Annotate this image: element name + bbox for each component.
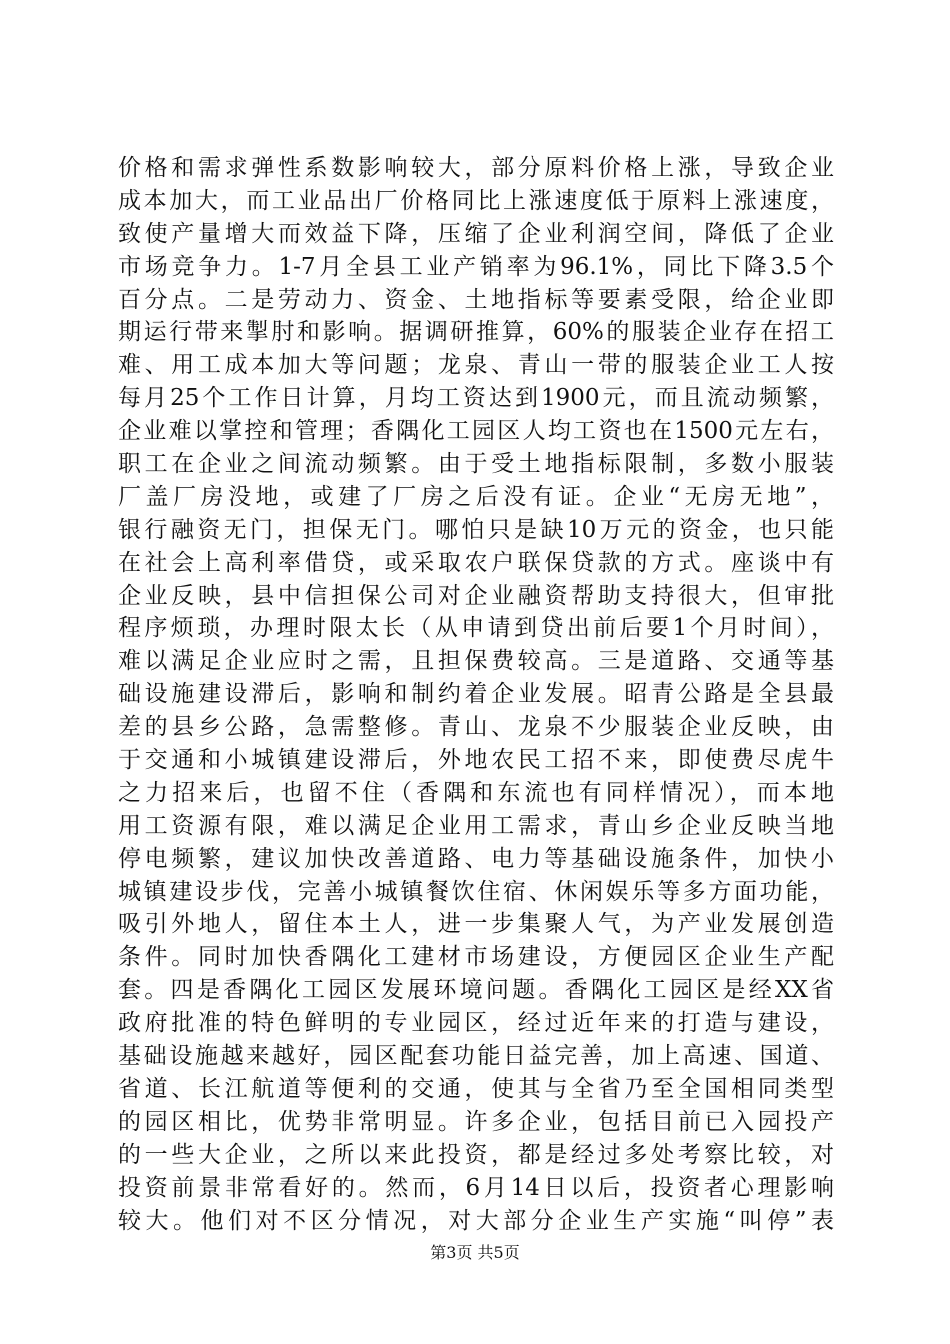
text-line: 之力招来后，也留不住（香隅和东流也有同样情况），而本地 <box>118 779 834 806</box>
text-line: 停电频繁，建议加快改善道路、电力等基础设施条件，加快小 <box>118 845 834 872</box>
text-line: 吸引外地人，留住本土人，进一步集聚人气，为产业发展创造 <box>118 911 834 938</box>
text-line: 市场竞争力。1-7月全县工业产销率为96.1%，同比下降3.5个 <box>118 253 834 280</box>
text-line: 职工在企业之间流动频繁。由于受土地指标限制，多数小服装 <box>118 451 834 478</box>
text-line: 较大。他们对不区分情况，对大部分企业生产实施“叫停”表 <box>118 1207 834 1234</box>
text-line: 基础设施越来越好，园区配套功能日益完善，加上高速、国道、 <box>118 1043 834 1070</box>
body-text <box>118 152 834 1237</box>
text-line: 难、用工成本加大等问题；龙泉、青山一带的服装企业工人按 <box>118 352 834 379</box>
text-line: 每月25个工作日计算，月均工资达到1900元，而且流动频繁， <box>118 385 834 412</box>
text-line: 在社会上高利率借贷，或采取农户联保贷款的方式。座谈中有 <box>118 549 834 576</box>
text-line: 的一些大企业，之所以来此投资，都是经过多处考察比较，对 <box>118 1141 834 1168</box>
text-line: 难以满足企业应时之需，且担保费较高。三是道路、交通等基 <box>118 648 834 675</box>
text-line: 银行融资无门，担保无门。哪怕只是缺10万元的资金，也只能 <box>118 516 834 543</box>
text-line: 致使产量增大而效益下降，压缩了企业利润空间，降低了企业 <box>118 220 834 247</box>
text-line: 期运行带来掣肘和影响。据调研推算，60%的服装企业存在招工 <box>118 319 834 346</box>
page-footer: 第3页 共5页 <box>430 1243 520 1262</box>
text-line: 价格和需求弹性系数影响较大，部分原料价格上涨，导致企业 <box>118 155 834 181</box>
text-line: 于交通和小城镇建设滞后，外地农民工招不来，即使费尽虎牛 <box>118 747 834 774</box>
text-line: 政府批准的特色鲜明的专业园区，经过近年来的打造与建设， <box>118 1010 834 1037</box>
text-line: 百分点。二是劳动力、资金、土地指标等要素受限，给企业即 <box>118 286 834 313</box>
text-line: 条件。同时加快香隅化工建材市场建设，方便园区企业生产配 <box>118 944 834 971</box>
text-line: 投资前景非常看好的。然而，6月14日以后，投资者心理影响 <box>118 1174 834 1201</box>
text-line: 省道、长江航道等便利的交通，使其与全省乃至全国相同类型 <box>118 1075 834 1102</box>
text-line: 础设施建设滞后，影响和制约着企业发展。昭青公路是全县最 <box>118 681 834 708</box>
text-line: 程序烦琐，办理时限太长（从申请到贷出前后要1个月时间）， <box>118 615 834 642</box>
text-line: 成本加大，而工业品出厂价格同比上涨速度低于原料上涨速度， <box>118 187 834 214</box>
text-line: 用工资源有限，难以满足企业用工需求，青山乡企业反映当地 <box>118 812 834 839</box>
text-line: 套。四是香隅化工园区发展环境问题。香隅化工园区是经XX省 <box>118 977 834 1004</box>
text-line: 城镇建设步伐，完善小城镇餐饮住宿、休闲娱乐等多方面功能， <box>118 878 834 905</box>
text-line: 厂盖厂房没地，或建了厂房之后没有证。企业“无房无地”， <box>118 483 834 510</box>
text-line: 的园区相比，优势非常明显。许多企业，包括目前已入园投产 <box>118 1108 834 1135</box>
text-line: 差的县乡公路，急需整修。青山、龙泉不少服装企业反映，由 <box>118 714 834 741</box>
text-line: 企业反映，县中信担保公司对企业融资帮助支持很大，但审批 <box>118 582 834 609</box>
text-line: 企业难以掌控和管理；香隅化工园区人均工资也在1500元左右， <box>118 418 834 445</box>
